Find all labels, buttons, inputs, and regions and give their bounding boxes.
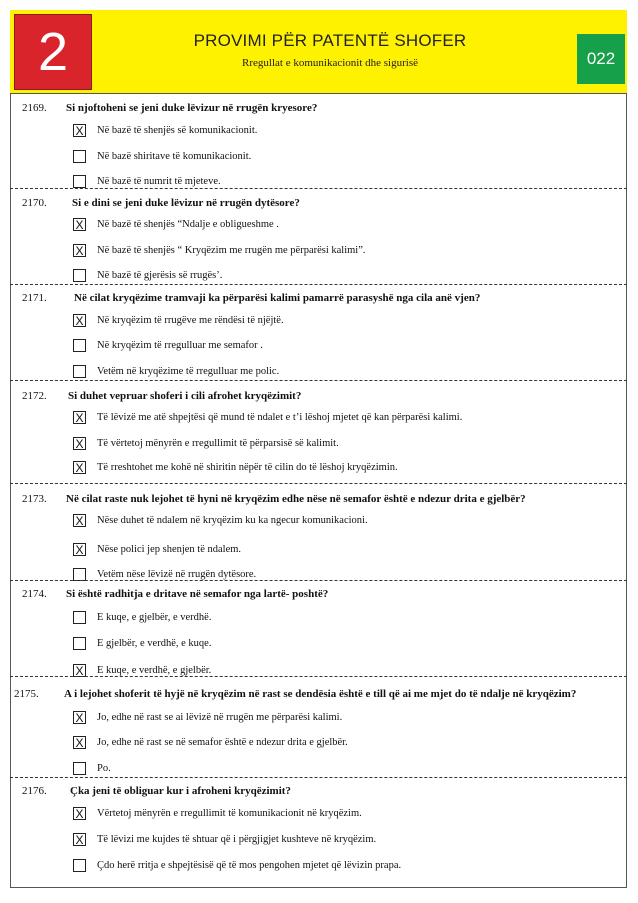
page-subtitle: Rregullat e komunikacionit dhe sigurisë — [242, 57, 418, 69]
question-divider — [10, 188, 627, 189]
answer-text: Në bazë shiritave të komunikacionit. — [97, 151, 252, 162]
question-number: 2170. — [22, 197, 47, 209]
question-divider — [10, 483, 627, 484]
question-divider — [10, 676, 627, 677]
question-number: 2174. — [22, 588, 47, 600]
question-text: Si duhet vepruar shoferi i cili afrohet kryqëzimit? — [68, 390, 302, 402]
question-divider — [10, 380, 627, 381]
question-text: Si e dini se jeni duke lëvizur në rrugën dytësore? — [72, 197, 300, 209]
answer-checkbox[interactable]: X — [73, 314, 86, 327]
answer-text: Vetëm nëse lëvizë në rrugën dytësore. — [97, 569, 257, 580]
answer-checkbox[interactable]: X — [73, 244, 86, 257]
answer-text: Në bazë të shenjës “Ndalje e obligueshme . — [97, 219, 279, 230]
answer-checkbox[interactable] — [73, 365, 86, 378]
answer-checkbox[interactable] — [73, 859, 86, 872]
test-number-badge: 2 — [14, 14, 92, 90]
answer-text: E kuqe, e gjelbër, e verdhë. — [97, 612, 212, 623]
answer-checkbox[interactable]: X — [73, 833, 86, 846]
answer-text: Në kryqëzim të rrugëve me rëndësi të njëjtë. — [97, 315, 284, 326]
answer-text: Të vërtetoj mënyrën e rregullimit të përparsisë së kalimit. — [97, 438, 339, 449]
question-divider — [10, 777, 627, 778]
answer-text: Po. — [97, 763, 111, 774]
answer-checkbox[interactable]: X — [73, 461, 86, 474]
answer-text: Vetëm në kryqëzime të rregulluar me polic. — [97, 366, 280, 377]
answer-checkbox[interactable] — [73, 611, 86, 624]
answer-text: Në bazë të numrit të mjeteve. — [97, 176, 221, 187]
answer-checkbox[interactable]: X — [73, 807, 86, 820]
answer-text: Të lëvizë me atë shpejtësi që mund të ndalet e t’i lëshoj mjetet që kan përparësi kalimi. — [97, 412, 463, 423]
question-number: 2172. — [22, 390, 47, 402]
question-text: Në cilat raste nuk lejohet të hyni në kryqëzim edhe nëse në semafor është e ndezur drita e gjelbër? — [66, 493, 526, 505]
answer-text: E kuqe, e verdhë, e gjelbër. — [97, 665, 212, 676]
question-text: Çka jeni të obliguar kur i afroheni kryqëzimit? — [70, 785, 291, 797]
answer-checkbox[interactable] — [73, 637, 86, 650]
answer-text: Jo, edhe në rast se ai lëvizë në rrugën me përparësi kalimi. — [97, 712, 343, 723]
answer-checkbox[interactable] — [73, 150, 86, 163]
answer-checkbox[interactable]: X — [73, 664, 86, 677]
question-number: 2175. — [14, 688, 39, 700]
answer-checkbox[interactable]: X — [73, 411, 86, 424]
answer-checkbox[interactable]: X — [73, 711, 86, 724]
answer-checkbox[interactable]: X — [73, 124, 86, 137]
answer-text: E gjelbër, e verdhë, e kuqe. — [97, 638, 212, 649]
test-code-badge: 022 — [577, 34, 625, 84]
question-text: A i lejohet shoferit të hyjë në kryqëzim në rast se dendësia është e till që ai me mjet do të ndalje në kryqëzim? — [64, 688, 577, 700]
answer-checkbox[interactable]: X — [73, 736, 86, 749]
answer-text: Në bazë të shenjës së komunikacionit. — [97, 125, 258, 136]
question-number: 2171. — [22, 292, 47, 304]
answer-checkbox[interactable]: X — [73, 543, 86, 556]
header-banner — [10, 10, 627, 94]
answer-checkbox[interactable] — [73, 269, 86, 282]
question-number: 2173. — [22, 493, 47, 505]
question-number: 2176. — [22, 785, 47, 797]
answer-text: Në bazë të gjerësis së rrugës’. — [97, 270, 223, 281]
question-text: Si është radhitja e dritave në semafor nga lartë- poshtë? — [66, 588, 329, 600]
answer-checkbox[interactable] — [73, 175, 86, 188]
question-text: Si njoftoheni se jeni duke lëvizur në rrugën kryesore? — [66, 102, 318, 114]
answer-text: Të lëvizi me kujdes të shtuar që i përgjigjet kushteve në kryqëzim. — [97, 834, 377, 845]
answer-checkbox[interactable] — [73, 339, 86, 352]
answer-text: Jo, edhe në rast se në semafor është e ndezur drita e gjelbër. — [97, 737, 348, 748]
answer-checkbox[interactable]: X — [73, 437, 86, 450]
answer-checkbox[interactable] — [73, 762, 86, 775]
page-title: PROVIMI PËR PATENTË SHOFER — [193, 31, 467, 50]
answer-text: Vërtetoj mënyrën e rregullimit të komunikacionit në kryqëzim. — [97, 808, 362, 819]
answer-text: Në bazë të shenjës “ Kryqëzim me rrugën me përparësi kalimi”. — [97, 245, 366, 256]
question-divider — [10, 580, 627, 581]
answer-checkbox[interactable]: X — [73, 514, 86, 527]
answer-text: Nëse duhet të ndalem në kryqëzim ku ka ngecur komunikacioni. — [97, 515, 368, 526]
answer-text: Të rreshtohet me kohë në shiritin nëpër të cilin do të lëshoj kryqëzimin. — [97, 462, 398, 473]
question-number: 2169. — [22, 102, 47, 114]
question-divider — [10, 284, 627, 285]
answer-text: Nëse polici jep shenjen të ndalem. — [97, 544, 242, 555]
answer-text: Çdo herë rritja e shpejtësisë që të mos pengohen mjetet që lëvizin prapa. — [97, 860, 402, 871]
question-text: Në cilat kryqëzime tramvaji ka përparësi kalimi pamarrë parasyshë nga cila anë vjen? — [74, 292, 481, 304]
answer-text: Në kryqëzim të rregulluar me semafor . — [97, 340, 263, 351]
answer-checkbox[interactable]: X — [73, 218, 86, 231]
